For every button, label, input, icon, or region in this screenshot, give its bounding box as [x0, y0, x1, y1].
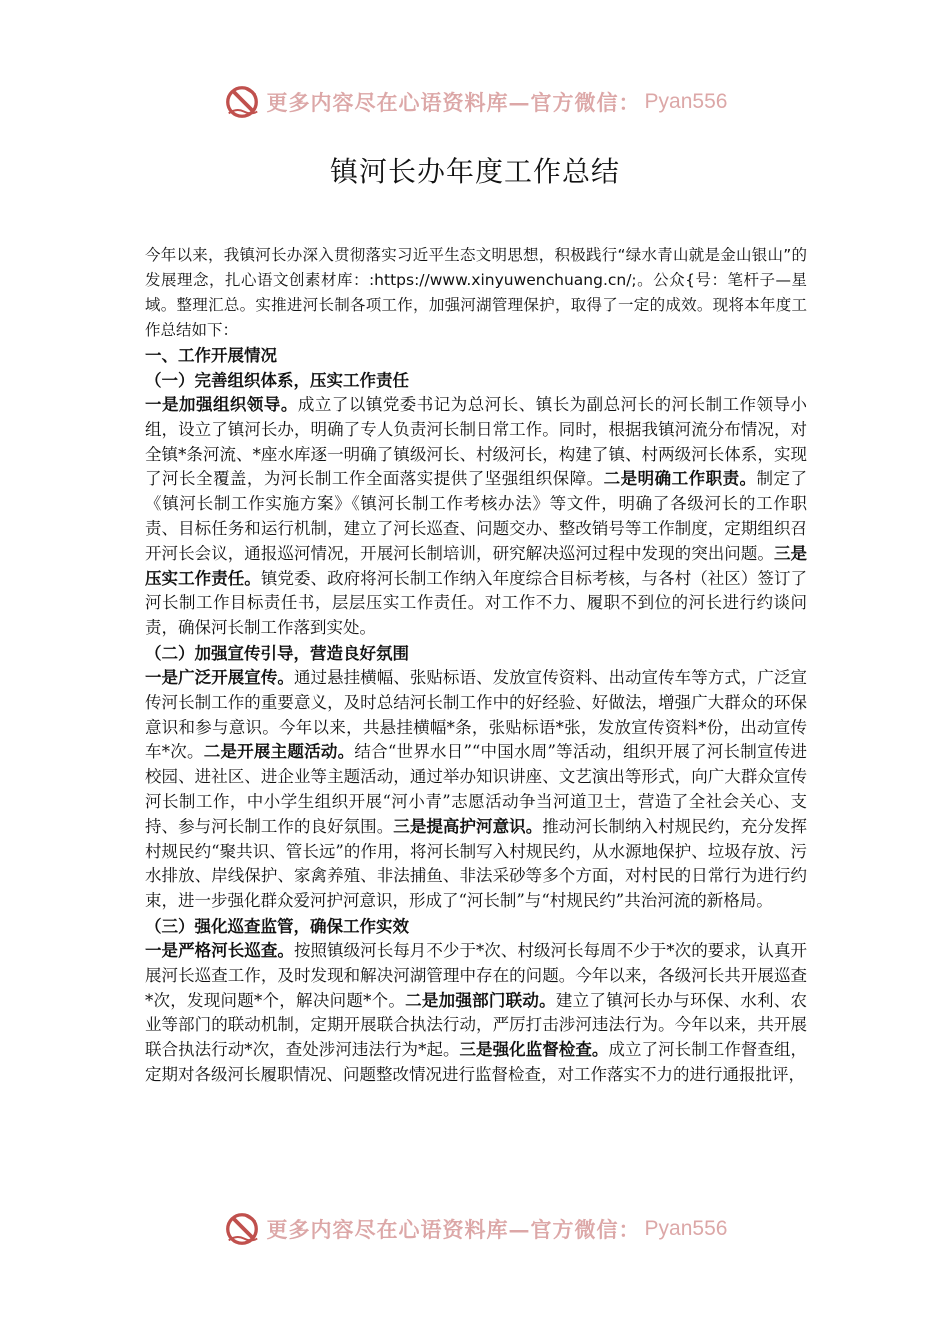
item-lead: 三是强化监督检查。	[459, 1040, 609, 1060]
item-lead: 三是提高护河意识。	[393, 816, 543, 836]
item-text: 推动河长制纳入村规民约，充分发挥村规民约“聚共识、管长远”的作用，将河长制写入村规民约，从水源地保护、垃圾存放、污水排放、岸线保护、家禽养殖、非法捕鱼、非法采砂等多个方面，对村民的日常行为进行约束，进一步强化群众爱河护河意识，形成了“河长制”与“村规民约”共治河流的新格局。	[145, 816, 808, 911]
item-lead: 一是加强组织领导。	[145, 395, 298, 414]
item-lead: 一是严格河长巡查。	[145, 940, 294, 960]
item-text: 镇党委、政府将河长制工作纳入年度综合目标考核，与各村（社区）签订了河长制工作目标责任书，层层压实工作责任。对工作不力、履职不到位的河长进行约谈问责，确保河长制工作落到实处。	[145, 568, 808, 638]
subsection-heading-2: （二）加强宣传引导，营造良好氛围	[145, 643, 409, 663]
subsection-1-paragraph	[145, 393, 807, 641]
watermark-wechat-id: Pyan556	[644, 1217, 728, 1240]
item-lead: 二是加强部门联动。	[405, 990, 556, 1010]
item-text: 成立了河长制工作督查组，定期对各级河长履职情况、问题整改情况进行监督检查，对工作落实不力的进行通报批评，	[145, 1040, 808, 1084]
subsection-2-paragraph	[145, 666, 807, 914]
intro-paragraph: 今年以来，我镇河长办深入贯彻落实习近平生态文明思想，积极践行“绿水青山就是金山银山”的发展理念，扎心语文创素材库：:https://www.xinyuwenchuang.cn/;。公众{号：笔杆子—星域。整理汇总。实推进河长制各项工作，加强河湖管理保护，取得了一定的成效。现将本年度工作总结如下：	[145, 246, 807, 339]
item-text: 建立了镇河长办与环保、水利、农业等部门的联动机制，定期开展联合执法行动，严厉打击涉河违法行为。今年以来，共开展联合执法行动*次，查处涉河违法行为*起。	[145, 990, 808, 1060]
item-text: 按照镇级河长每月不少于*次、村级河长每周不少于*次的要求，认真开展河长巡查工作，及时发现和解决河湖管理中存在的问题。今年以来，各级河长共开展巡查*次，发现问题*个，解决问题*个。	[145, 940, 808, 1010]
document-title: 镇河长办年度工作总结	[329, 155, 620, 188]
watermark-banner-top	[0, 80, 950, 124]
item-text: 通过悬挂横幅、张贴标语、发放宣传资料、出动宣传车等方式，广泛宣传河长制工作的重要意义，及时总结河长制工作中的好经验、好做法，增强广大群众的环保意识和参与意识。今年以来，共悬挂横幅*条，张贴标语*张，发放宣传资料*份，出动宣传车*次。	[145, 667, 808, 762]
item-text: 制定了《镇河长制工作实施方案》《镇河长制工作考核办法》等文件，明确了各级河长的工作职责、目标任务和运行机制，建立了河长巡查、问题交办、整改销号等工作制度，定期组织召开河长会议，通报巡河情况，开展河长制培训，研究解决巡河过程中发现的突出问题。	[145, 469, 808, 563]
item-lead: 三是压实工作责任。	[145, 543, 808, 588]
item-text: 成立了以镇党委书记为总河长、镇长为副总河长的河长制工作领导小组，设立了镇河长办，明确了专人负责河长制日常工作。同时，根据我镇河流分布情况，对全镇*条河流、*座水库逐一明确了镇级河长、村级河长，构建了镇、村两级河长体系，实现了河长全覆盖，为河长制工作全面落实提供了坚强组织保障。	[145, 395, 808, 489]
item-lead: 一是广泛开展宣传。	[145, 667, 294, 687]
document-body	[145, 243, 807, 1088]
subsection-heading-3: （三）强化巡查监管，确保工作实效	[145, 916, 409, 936]
subsection-heading-1: （一）完善组织体系，压实工作责任	[145, 371, 409, 390]
item-text: 结合“世界水日”“中国水周”等活动，组织开展了河长制宣传进校园、进社区、进企业等主题活动，通过举办知识讲座、文艺演出等形式，向广大群众宣传河长制工作，中小学生组织开展“河小青”志愿活动争当河道卫士，营造了全社会关心、支持、参与河长制工作的良好氛围。	[145, 742, 807, 836]
subsection-3-paragraph	[145, 939, 807, 1088]
watermark-text: 更多内容尽在心语资料库—官方微信：	[266, 90, 641, 115]
item-lead: 二是明确工作职责。	[603, 469, 757, 489]
watermark-text: 更多内容尽在心语资料库—官方微信：	[266, 1217, 641, 1242]
pen-logo-icon	[223, 1210, 261, 1248]
watermark-wechat-id: Pyan556	[644, 90, 728, 113]
pen-logo-icon	[223, 83, 261, 121]
item-lead: 二是开展主题活动。	[203, 742, 355, 762]
watermark-banner-bottom	[0, 1207, 950, 1251]
section-heading: 一、工作开展情况	[145, 346, 277, 365]
